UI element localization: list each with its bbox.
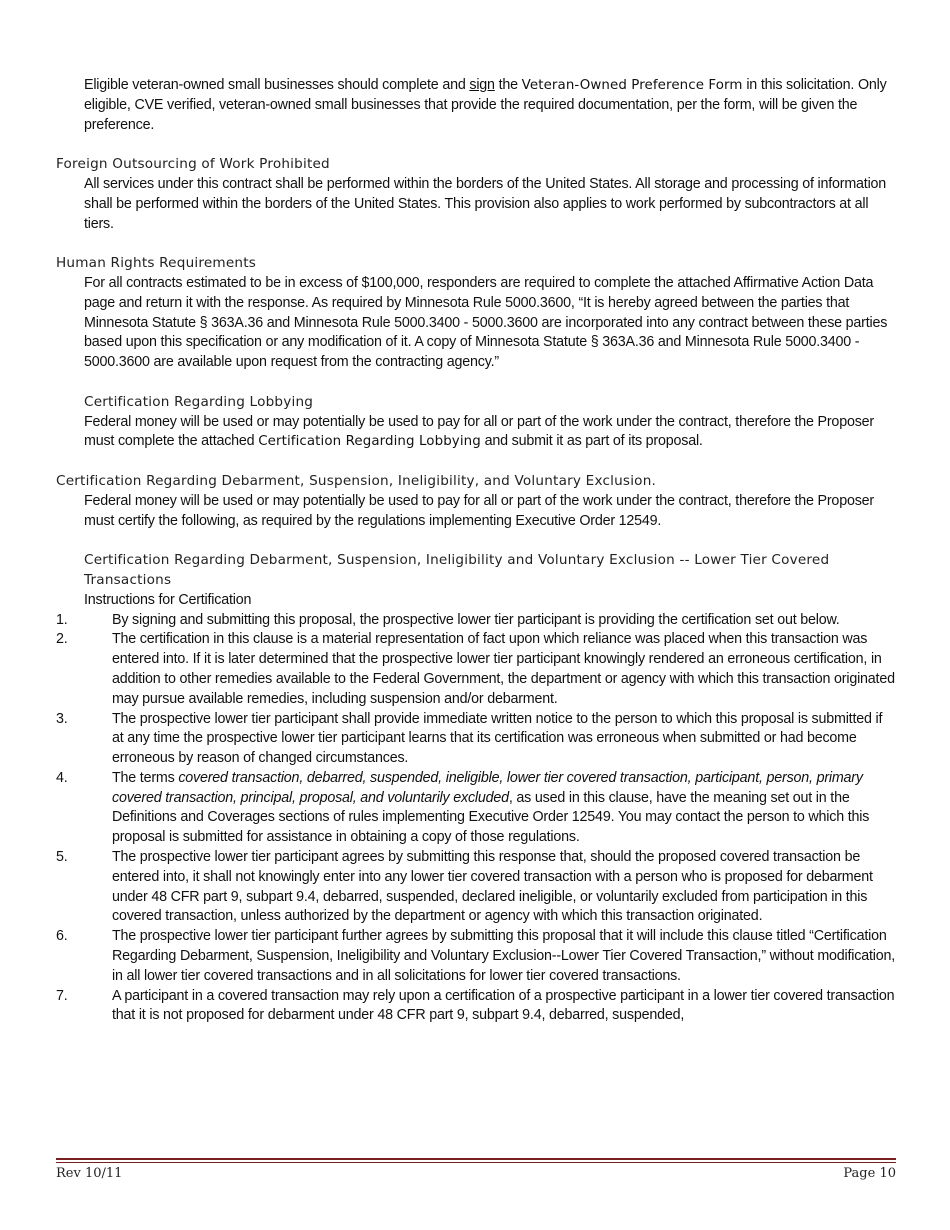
list-item <box>56 927 896 986</box>
foreign-heading: Foreign Outsourcing of Work Prohibited <box>56 156 330 173</box>
page-content <box>56 76 896 1026</box>
item-number: 4. <box>56 769 68 786</box>
debarment-subheading: Certification Regarding Debarment, Suspension, Ineligibility and Voluntary Exclusion -- Lower Tier Covered Transactions <box>84 552 830 588</box>
lobbying-text-1: Federal money will be used or may potentially be used to pay for all or part of the work under the contract, therefore the Proposer must complete the attached <box>84 413 874 450</box>
lobbying-heading: Certification Regarding Lobbying <box>84 393 314 410</box>
page-footer <box>56 1166 896 1181</box>
item-number: 2. <box>56 631 68 648</box>
item-text: By signing and submitting this proposal, the prospective lower tier participant is providing the certification set out below. <box>112 611 840 628</box>
veteran-text-2: the <box>498 77 518 93</box>
page-number: Page 10 <box>843 1166 896 1181</box>
debarment-heading: Certification Regarding Debarment, Suspension, Ineligibility, and Voluntary Exclusion. <box>56 472 657 489</box>
item-number: 1. <box>56 611 68 628</box>
item-terms-italic: covered transaction, debarred, suspended, ineligible, lower tier covered transaction, participant, person, primary covered transaction, principal, proposal, and voluntarily excluded <box>112 769 863 806</box>
item-number: 5. <box>56 849 68 866</box>
instructions-label: Instructions for Certification <box>84 591 252 608</box>
list-item <box>56 987 896 1027</box>
item-number: 3. <box>56 710 68 727</box>
sign-underlined: sign <box>469 77 495 93</box>
veteran-text-3: in this solicitation. Only eligible, CVE verified, veteran-owned small businesses that provide the required documentation, per the form, will be given the preference. <box>84 77 887 133</box>
lobbying-text-2: and submit it as part of its proposal. <box>484 433 703 450</box>
foreign-body: All services under this contract shall be performed within the borders of the United States. All storage and processing of information shall be performed within the borders of the United States. This provision also applies to work performed by subcontractors at all tiers. <box>84 175 887 232</box>
item-text: , as used in this clause, have the meaning set out in the Definitions and Coverages sections of rules implementing Executive Order 12549. You may contact the person to which this proposal is submitted for assistance in obtaining a copy of those regulations. <box>112 789 870 846</box>
item-number: 6. <box>56 928 68 945</box>
lobbying-form-name: Certification Regarding Lobbying <box>258 434 481 450</box>
item-text: The prospective lower tier participant agrees by submitting this response that, should the proposed covered transaction be entered into, it shall not knowingly enter into any lower tier covered transaction with a person who is proposed for debarment under 48 CFR part 9, subpart 9.4, debarred, suspended, declared ineligible, or voluntarily excluded from participation in this covered transaction, unless authorized by the department or agency with which this transaction originated. <box>112 849 873 925</box>
item-text: A participant in a covered transaction may rely upon a certification of a prospective participant in a lower tier covered transaction that it is not proposed for debarment under 48 CFR part 9, subpart 9.4, debarred, suspended, <box>112 987 895 1024</box>
certification-list <box>56 611 896 1027</box>
veteran-text-1: Eligible veteran-owned small businesses should complete and <box>84 77 466 93</box>
item-number: 7. <box>56 987 68 1004</box>
list-item <box>56 769 896 848</box>
lobbying-body <box>56 413 896 453</box>
revision-label: Rev 10/11 <box>56 1166 123 1181</box>
item-text: The certification in this clause is a material representation of fact upon which reliance was placed when this transaction was entered into. If it is later determined that the prospective lower tier participant knowingly rendered an erroneous certification, in addition to other remedies available to the Federal Government, the department or agency with which this transaction originated may pursue available remedies, including suspension and/or debarment. <box>112 631 895 707</box>
list-item <box>56 611 896 631</box>
veteran-form-name: Veteran-Owned Preference Form <box>521 78 743 93</box>
veteran-paragraph <box>56 76 896 135</box>
list-item <box>56 710 896 769</box>
footer-rule <box>56 1158 896 1160</box>
footer-rule-thin <box>56 1162 896 1163</box>
item-text: The prospective lower tier participant shall provide immediate written notice to the person to which this proposal is submitted if at any time the prospective lower tier participant learns that its certification was erroneous when submitted or had become erroneous by reason of changed circumstances. <box>112 710 883 767</box>
debarment-body: Federal money will be used or may potentially be used to pay for all or part of the work under the contract, therefore the Proposer must certify the following, as required by the regulations implementing Executive Order 12549. <box>84 492 874 529</box>
item-text-pre: The terms <box>112 769 175 786</box>
human-rights-body: For all contracts estimated to be in excess of $100,000, responders are required to complete the attached Affirmative Action Data page and return it with the response. As required by Minnesota Rule 5000.3600, “It is hereby agreed between the parties that Minnesota Statute § 363A.36 and Minnesota Rule 5000.3400 - 5000.3600 are incorporated into any contract between these parties based upon this specification or any modification of it. A copy of Minnesota Statute § 363A.36 and Minnesota Rule 5000.3400 - 5000.3600 are available upon request from the contracting agency.” <box>84 274 888 371</box>
list-item <box>56 630 896 709</box>
human-rights-heading: Human Rights Requirements <box>56 255 257 272</box>
item-text: The prospective lower tier participant further agrees by submitting this proposal that it will include this clause titled “Certification Regarding Debarment, Suspension, Ineligibility and Voluntary Exclusion--Lower Tier Covered Transaction,” without modification, in all lower tier covered transactions and in all solicitations for lower tier covered transactions. <box>112 928 895 984</box>
list-item <box>56 848 896 927</box>
